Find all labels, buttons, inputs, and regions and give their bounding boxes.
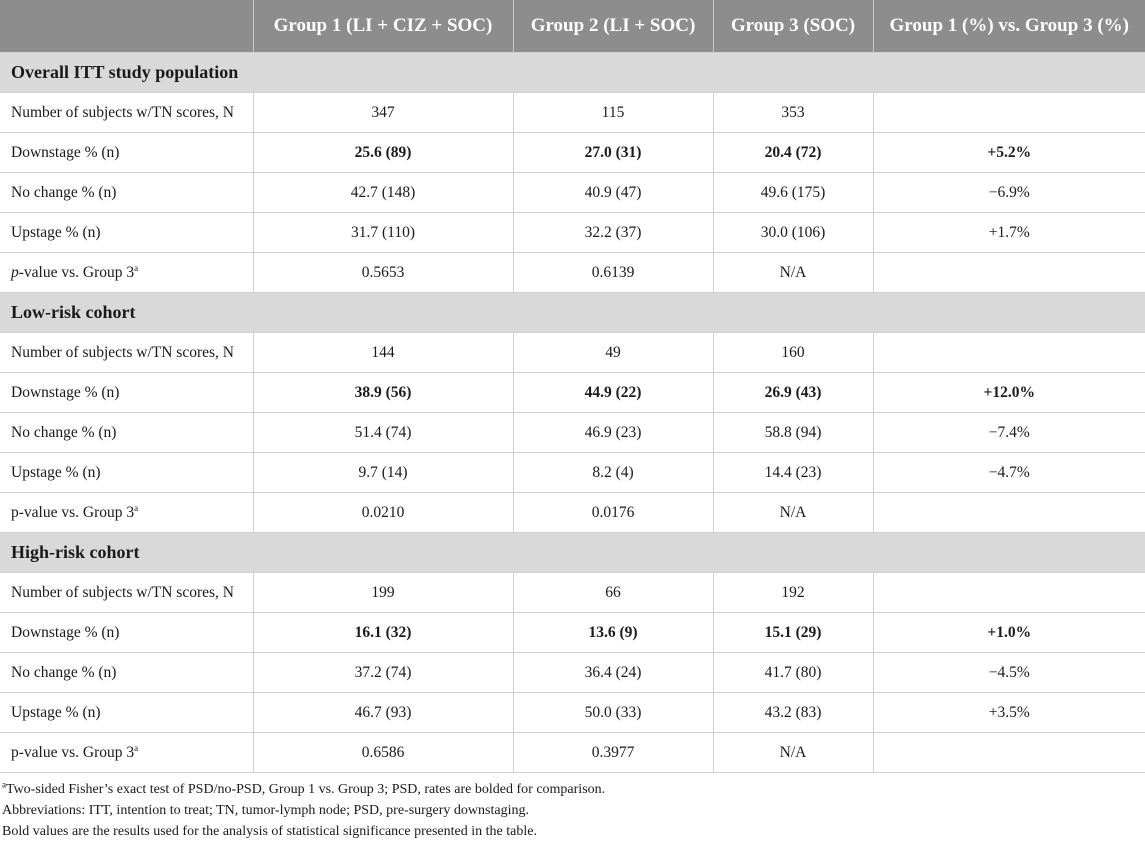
row-label: [0, 573, 253, 613]
header-group-3: Group 3 (SOC): [713, 0, 873, 53]
footnote-a: [2, 779, 1145, 800]
group-2-cell: 0.6139: [513, 253, 713, 293]
row-label: [0, 93, 253, 133]
difference-cell: +1.0%: [873, 613, 1145, 653]
row-label: [0, 213, 253, 253]
row-label-text: No change % (n): [11, 423, 117, 441]
group-2-cell: 40.9 (47): [513, 173, 713, 213]
group-2-cell: 49: [513, 333, 713, 373]
group-2-cell: 66: [513, 573, 713, 613]
group-1-cell: 0.6586: [253, 733, 513, 773]
row-label: [0, 253, 253, 293]
group-2-cell: 8.2 (4): [513, 453, 713, 493]
group-1-cell: 38.9 (56): [253, 373, 513, 413]
group-3-cell: 58.8 (94): [713, 413, 873, 453]
group-3-cell: N/A: [713, 733, 873, 773]
table-row: [0, 453, 1145, 493]
group-3-cell: 160: [713, 333, 873, 373]
row-label-text: p-value vs. Group 3: [11, 503, 135, 521]
group-3-cell: 49.6 (175): [713, 173, 873, 213]
table-body: [0, 53, 1145, 773]
footnote-marker: a: [134, 502, 139, 513]
row-label-text: Number of subjects w/TN scores, N: [11, 583, 234, 601]
footnote-abbreviations: Abbreviations: ITT, intention to treat; TN, tumor-lymph node; PSD, pre-surgery downstaging.: [2, 803, 529, 818]
footnotes: [0, 772, 1145, 842]
difference-cell: −7.4%: [873, 413, 1145, 453]
footnote-a-text: Two-sided Fisher’s exact test of PSD/no-PSD, Group 1 vs. Group 3; PSD, rates are bolded for comparison.: [6, 782, 606, 797]
group-3-cell: 20.4 (72): [713, 133, 873, 173]
row-label: [0, 133, 253, 173]
group-3-cell: 15.1 (29): [713, 613, 873, 653]
group-2-cell: 50.0 (33): [513, 693, 713, 733]
difference-cell: [873, 93, 1145, 133]
row-label-text: Number of subjects w/TN scores, N: [11, 343, 234, 361]
row-label-text: Downstage % (n): [11, 623, 120, 641]
row-label-text: Downstage % (n): [11, 143, 120, 161]
table-row: [0, 493, 1145, 533]
group-1-cell: 144: [253, 333, 513, 373]
difference-cell: −4.5%: [873, 653, 1145, 693]
row-label-italic: p: [11, 263, 19, 281]
row-label-text: Upstage % (n): [11, 223, 101, 241]
table-row: [0, 253, 1145, 293]
group-1-cell: 199: [253, 573, 513, 613]
table-row: [0, 733, 1145, 773]
group-2-cell: 0.3977: [513, 733, 713, 773]
group-3-cell: 41.7 (80): [713, 653, 873, 693]
section-title: High-risk cohort: [0, 533, 1145, 573]
difference-cell: −4.7%: [873, 453, 1145, 493]
table-row: [0, 213, 1145, 253]
group-1-cell: 25.6 (89): [253, 133, 513, 173]
difference-cell: +1.7%: [873, 213, 1145, 253]
row-label: [0, 733, 253, 773]
difference-cell: [873, 493, 1145, 533]
difference-cell: [873, 733, 1145, 773]
table-row: [0, 573, 1145, 613]
section-header-row: [0, 53, 1145, 93]
section-header-row: [0, 293, 1145, 333]
group-3-cell: 30.0 (106): [713, 213, 873, 253]
group-1-cell: 9.7 (14): [253, 453, 513, 493]
group-1-cell: 42.7 (148): [253, 173, 513, 213]
row-label-text: No change % (n): [11, 663, 117, 681]
group-3-cell: 14.4 (23): [713, 453, 873, 493]
section-title: Low-risk cohort: [0, 293, 1145, 333]
row-label: [0, 373, 253, 413]
difference-cell: [873, 333, 1145, 373]
group-3-cell: 43.2 (83): [713, 693, 873, 733]
footnote-bold-note: Bold values are the results used for the analysis of statistical significance presented in the table.: [2, 824, 537, 839]
difference-cell: +5.2%: [873, 133, 1145, 173]
row-label-text: Number of subjects w/TN scores, N: [11, 103, 234, 121]
section-title: Overall ITT study population: [0, 53, 1145, 93]
row-label: [0, 653, 253, 693]
group-3-cell: 353: [713, 93, 873, 133]
row-label-text: Upstage % (n): [11, 703, 101, 721]
group-2-cell: 32.2 (37): [513, 213, 713, 253]
group-2-cell: 46.9 (23): [513, 413, 713, 453]
group-1-cell: 51.4 (74): [253, 413, 513, 453]
group-1-cell: 0.5653: [253, 253, 513, 293]
row-label-text: Upstage % (n): [11, 463, 101, 481]
group-2-cell: 0.0176: [513, 493, 713, 533]
row-label-text: No change % (n): [11, 183, 117, 201]
header-empty: [0, 0, 253, 53]
group-2-cell: 115: [513, 93, 713, 133]
footnote-marker: a: [134, 742, 139, 753]
header-group-2: Group 2 (LI + SOC): [513, 0, 713, 53]
row-label: [0, 453, 253, 493]
header-group-1-vs-3: Group 1 (%) vs. Group 3 (%): [873, 0, 1145, 53]
group-3-cell: N/A: [713, 253, 873, 293]
group-3-cell: 26.9 (43): [713, 373, 873, 413]
group-1-cell: 37.2 (74): [253, 653, 513, 693]
row-label: [0, 613, 253, 653]
footnote-a-marker: a: [2, 779, 6, 790]
row-label: [0, 413, 253, 453]
group-1-cell: 31.7 (110): [253, 213, 513, 253]
footnote-marker: a: [134, 262, 139, 273]
group-2-cell: 13.6 (9): [513, 613, 713, 653]
table-row: [0, 653, 1145, 693]
row-label: [0, 173, 253, 213]
group-1-cell: 0.0210: [253, 493, 513, 533]
group-2-cell: 27.0 (31): [513, 133, 713, 173]
group-2-cell: 44.9 (22): [513, 373, 713, 413]
row-label-text: -value vs. Group 3: [18, 263, 135, 281]
table-row: [0, 133, 1145, 173]
header-group-1: Group 1 (LI + CIZ + SOC): [253, 0, 513, 53]
group-3-cell: 192: [713, 573, 873, 613]
row-label: [0, 493, 253, 533]
section-header-row: [0, 533, 1145, 573]
table-row: [0, 333, 1145, 373]
group-2-cell: 36.4 (24): [513, 653, 713, 693]
group-1-cell: 347: [253, 93, 513, 133]
table-row: [0, 173, 1145, 213]
difference-cell: −6.9%: [873, 173, 1145, 213]
table-row: [0, 93, 1145, 133]
row-label: [0, 333, 253, 373]
difference-cell: [873, 573, 1145, 613]
group-3-cell: N/A: [713, 493, 873, 533]
table-row: [0, 693, 1145, 733]
table-row: [0, 613, 1145, 653]
difference-cell: [873, 253, 1145, 293]
group-1-cell: 46.7 (93): [253, 693, 513, 733]
group-1-cell: 16.1 (32): [253, 613, 513, 653]
difference-cell: +3.5%: [873, 693, 1145, 733]
header-row: [0, 0, 1145, 53]
table-row: [0, 413, 1145, 453]
difference-cell: +12.0%: [873, 373, 1145, 413]
row-label-text: Downstage % (n): [11, 383, 120, 401]
row-label: [0, 693, 253, 733]
table-row: [0, 373, 1145, 413]
row-label-text: p-value vs. Group 3: [11, 743, 135, 761]
